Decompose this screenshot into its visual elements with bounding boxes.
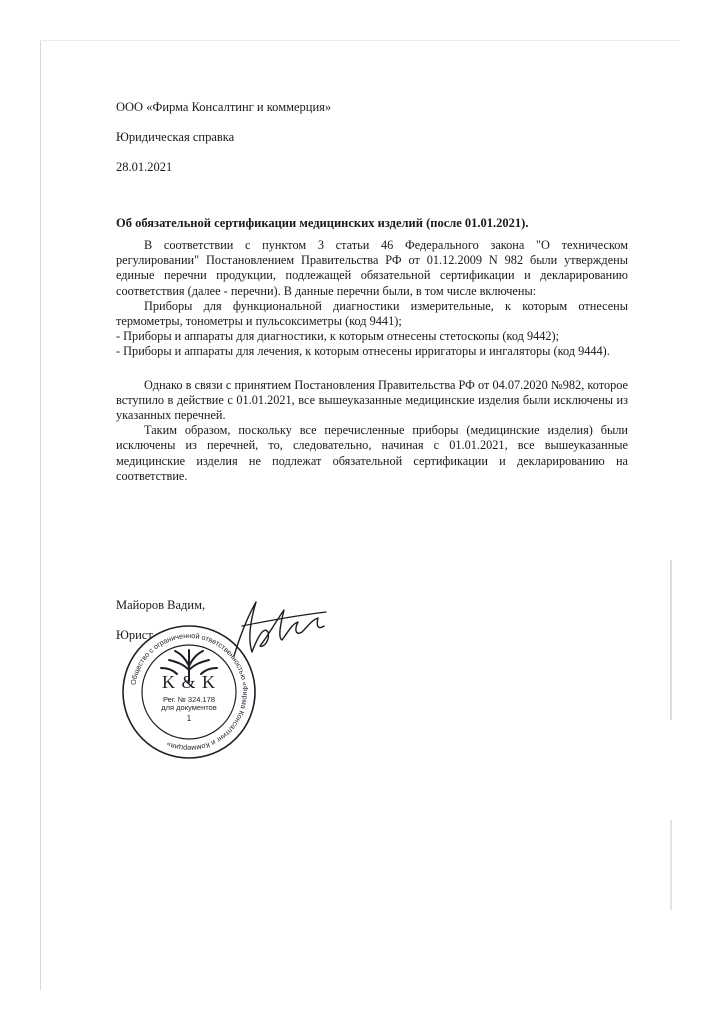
stamp-center (121, 672, 257, 723)
document-date: 28.01.2021 (116, 160, 173, 174)
stamp-docs-label: для документов (161, 703, 217, 712)
stamp-logo-text: K & K (162, 672, 216, 692)
company-name: ООО «Фирма Консалтинг и коммерция» (116, 100, 332, 114)
document-type: Юридическая справка (116, 130, 235, 144)
document-title: Об обязательной сертификации медицинских изделий (после 01.01.2021). (116, 216, 529, 230)
list-item-treatment-devices: - Приборы и аппараты для лечения, к которым отнесены ирригаторы и ингаляторы (код 9444). (116, 344, 610, 359)
scan-edge-top (40, 40, 680, 41)
signatory-role: Юрист (116, 628, 153, 642)
list-item-measuring-devices: Приборы для функциональной диагностики измерительные, к которым отнесены термометры, тонометры и пульсоксиметры (код 9441); (116, 298, 628, 329)
list-item-diagnostic-devices: - Приборы и аппараты для диагностики, к которым отнесены стетоскопы (код 9442); (116, 329, 560, 344)
scan-edge-left (40, 40, 41, 990)
document-body (116, 238, 628, 484)
scan-edge-right (670, 560, 672, 720)
stamp-registration: Рег. № 324.178 (162, 695, 216, 704)
paragraph-intro: В соответствии с пунктом 3 статьи 46 Федерального закона "О техническом регулировании" Постановлением Правительства РФ от 01.12.2009 N 982 были утверждены единые перечни продукции, подлежащей обязательной сертификации и декларированию соответствия (далее - перечни). В данные перечни были, в том числе включены: (116, 238, 628, 298)
handwritten-signature (222, 596, 332, 668)
scan-edge-right-lower (670, 820, 672, 910)
stamp-ring-text: Общество с ограниченной ответственностью «Фирма Консалтинг и Коммерция» (128, 630, 251, 754)
paragraph-conclusion: Таким образом, поскольку все перечисленные приборы (медицинские изделия) были исключены из перечней, то, следовательно, начиная с 01.01.2021, все вышеуказанные медицинские изделия не подлежат обязательной сертификации и декларированию на соответствие. (116, 423, 628, 483)
paragraph-exclusion: Однако в связи с принятием Постановления Правительства РФ от 04.07.2020 №982, которое вступило в действие с 01.01.2021, все вышеуказанные медицинские изделия были исключены из указанных перечней. (116, 377, 628, 423)
stamp-number: 1 (186, 714, 192, 723)
signatory-name: Майоров Вадим, (116, 598, 206, 612)
